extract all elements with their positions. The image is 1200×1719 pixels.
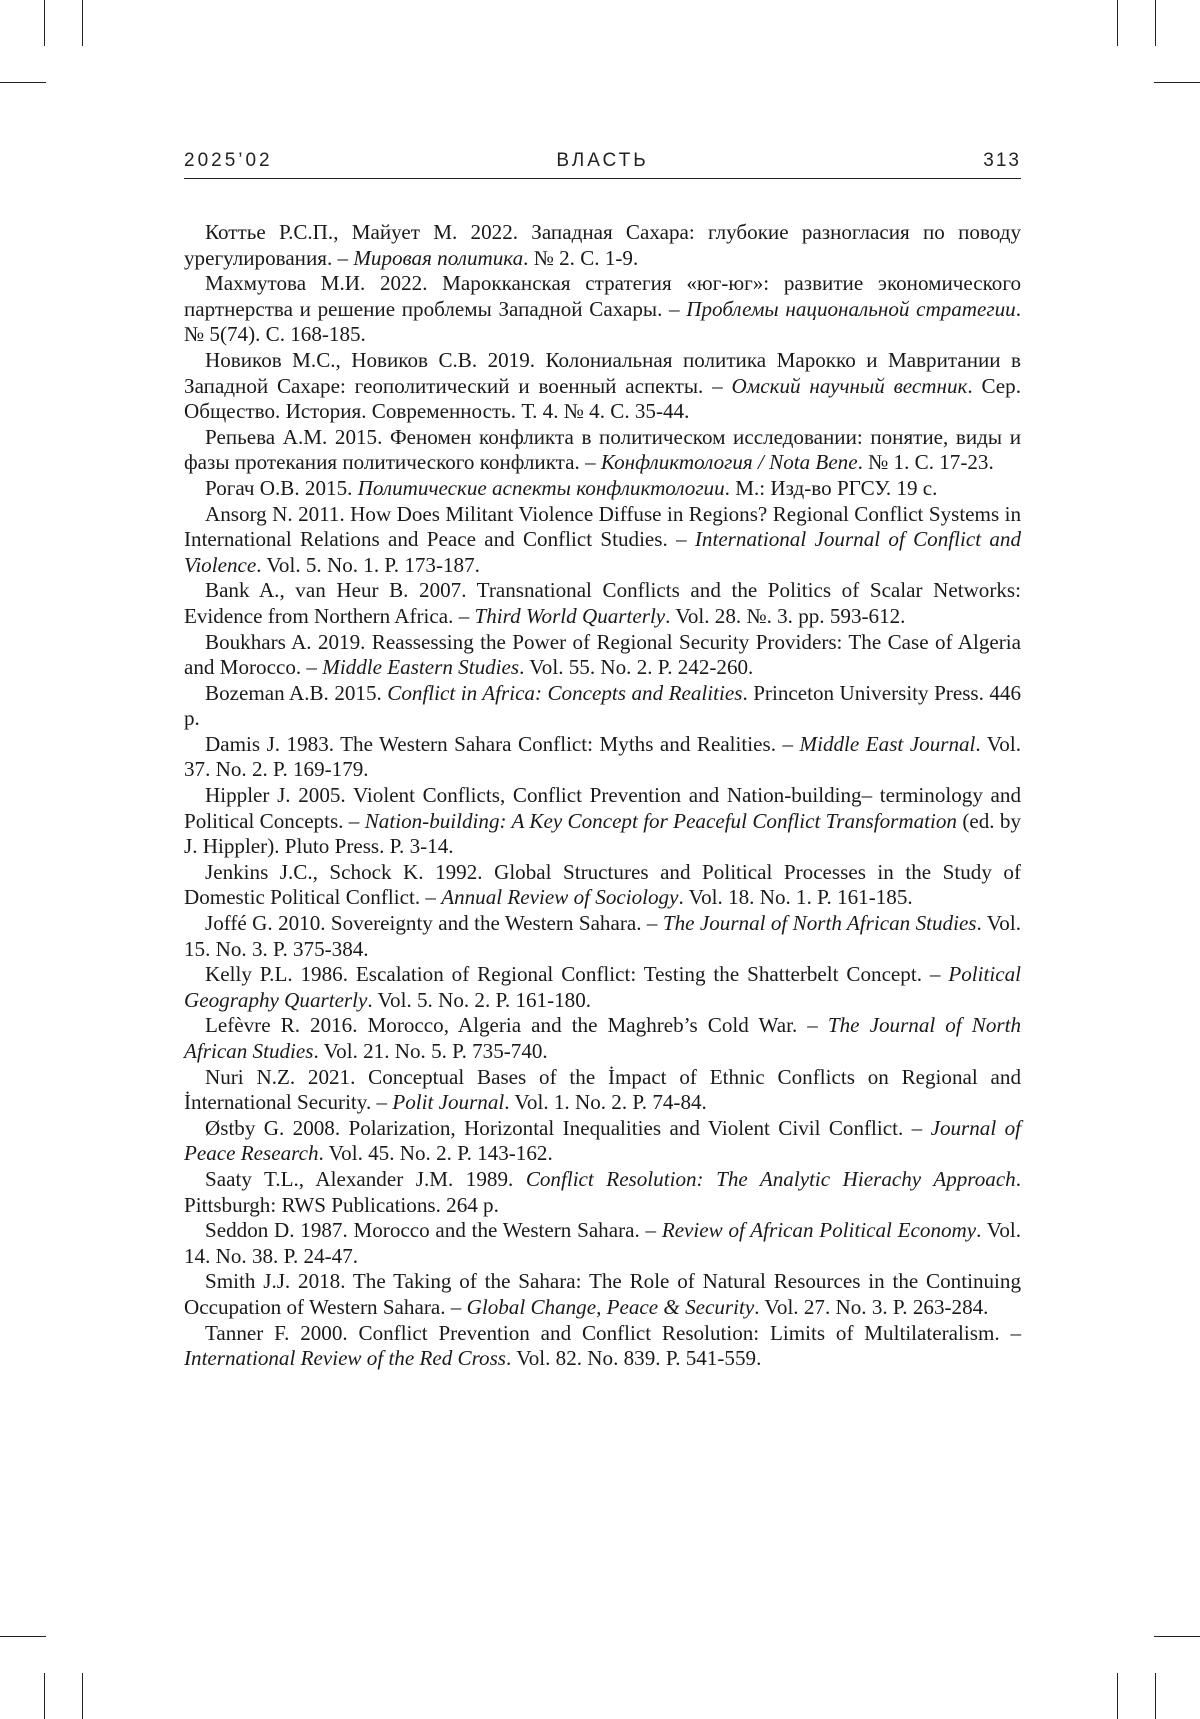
reference-text: Smith J.J. 2018. The Taking of the Sahara: The Role of Natural Resources in the Continuing Occupation of Western Sahara. – <box>184 1269 1021 1319</box>
crop-mark-bottom-right-horizontal <box>1154 1636 1200 1637</box>
reference-source-title: The Journal of North African Studies <box>662 911 977 936</box>
reference-source-title: The Journal of North African Studies <box>184 1013 1021 1063</box>
reference-source-title: Third World Quarterly <box>474 603 666 628</box>
reference-source-title: Global Change, Peace & Security <box>466 1294 755 1319</box>
reference-text: Bozeman A.B. 2015. <box>205 680 388 705</box>
reference-text: Bank A., van Heur B. 2007. Transnational Conflicts and the Politics of Scalar Networks: Evidence from Northern Africa. – <box>184 578 1021 628</box>
reference-source-title: Review of African Political Economy <box>661 1218 977 1243</box>
reference-entry <box>184 783 1021 860</box>
page-number: 313 <box>983 150 1021 171</box>
reference-source-title: Conflict Resolution: The Analytic Hierachy Approach <box>525 1166 1016 1191</box>
reference-entry <box>184 911 1021 962</box>
reference-entry <box>184 732 1021 783</box>
reference-entry <box>184 502 1021 579</box>
reference-text: Kelly P.L. 1986. Escalation of Regional Conflict: Testing the Shatterbelt Concept. – <box>205 962 949 987</box>
reference-source-title: Политические аспекты конфликтологии <box>357 475 725 500</box>
crop-mark-bottom-left-outer <box>44 1673 45 1719</box>
reference-source-title: Омский научный вестник <box>731 373 968 398</box>
issue-number: 2025’02 <box>184 150 273 171</box>
reference-source-title: Journal of Peace Research <box>184 1115 1021 1166</box>
reference-text: Boukhars A. 2019. Reassessing the Power of Regional Security Providers: The Case of Algeria and Morocco. – <box>184 629 1021 680</box>
journal-title: ВЛАСТЬ <box>556 150 649 171</box>
reference-text: Saaty T.L., Alexander J.M. 1989. <box>205 1166 526 1191</box>
reference-details: . Pittsburgh: RWS Publications. 264 p. <box>184 1166 1022 1217</box>
reference-text: Hippler J. 2005. Violent Conflicts, Conflict Prevention and Nation-building– terminology and Political Concepts. – <box>184 783 1021 833</box>
reference-text: Махмутова М.И. 2022. Марокканская стратегия «юг-юг»: развитие экономического партнерства и решение проблемы Западной Сахары. – <box>184 271 1021 321</box>
reference-text: Lefèvre R. 2016. Morocco, Algeria and the Maghreb’s Cold War. – <box>205 1013 828 1038</box>
reference-source-title: International Journal of Conflict and Violence <box>184 527 1021 577</box>
reference-details: . Vol. 45. No. 2. P. 143-162. <box>318 1141 553 1166</box>
reference-details: . Princeton University Press. 446 p. <box>184 680 1022 731</box>
reference-text: Ansorg N. 2011. How Does Militant Violence Diffuse in Regions? Regional Conflict Systems in International Relations and Peace and Conflict Studies. – <box>184 501 1021 552</box>
crop-mark-top-left-inner <box>82 0 83 46</box>
reference-text: Новиков М.С., Новиков С.В. 2019. Колониальная политика Марокко и Мавритании в Западной Сахаре: геополитический и военный аспекты. – <box>184 347 1021 398</box>
crop-mark-top-left-horizontal <box>0 82 46 83</box>
reference-source-title: Polit Journal <box>392 1090 505 1115</box>
reference-details: . Vol. 14. No. 38. P. 24-47. <box>184 1218 1021 1268</box>
reference-text: Østby G. 2008. Polarization, Horizontal Inequalities and Violent Civil Conflict. – <box>205 1115 931 1140</box>
reference-text: Joffé G. 2010. Sovereignty and the Western Sahara. – <box>205 911 663 936</box>
reference-list <box>184 220 1021 1372</box>
reference-entry <box>184 476 1021 502</box>
reference-details: . Vol. 5. No. 1. P. 173-187. <box>256 552 480 577</box>
reference-text: Коттье Р.С.П., Майует М. 2022. Западная Сахара: глубокие разногласия по поводу урегулирования. – <box>184 220 1021 270</box>
reference-source-title: Конфликтология / Nota Bene <box>600 450 858 475</box>
reference-text: Damis J. 1983. The Western Sahara Conflict: Myths and Realities. – <box>205 731 800 756</box>
reference-entry <box>184 578 1021 629</box>
reference-details: . № 5(74). С. 168-185. <box>184 296 1021 347</box>
reference-details: . Vol. 82. No. 839. P. 541-559. <box>506 1346 762 1371</box>
reference-entry <box>184 962 1021 1013</box>
reference-details: (ed. by J. Hippler). Pluto Press. P. 3-14. <box>184 808 1021 859</box>
running-header <box>184 150 1021 179</box>
reference-entry <box>184 1116 1021 1167</box>
reference-entry <box>184 630 1021 681</box>
reference-text: Nuri N.Z. 2021. Conceptual Bases of the İmpact of Ethnic Conflicts on Regional and İnternational Security. – <box>184 1064 1021 1115</box>
reference-details: . Vol. 55. No. 2. P. 242-260. <box>519 655 754 680</box>
reference-details: . Vol. 21. No. 5. P. 735-740. <box>313 1039 548 1063</box>
reference-entry <box>184 1269 1021 1320</box>
crop-mark-top-right-inner <box>1117 0 1118 46</box>
crop-mark-bottom-left-inner <box>82 1673 83 1719</box>
reference-entry <box>184 220 1021 271</box>
crop-mark-top-right-outer <box>1155 0 1156 46</box>
reference-entry <box>184 681 1021 732</box>
reference-details: . Vol. 15. No. 3. P. 375-384. <box>184 911 1021 961</box>
reference-source-title: Political Geography Quarterly <box>184 962 1021 1012</box>
reference-text: Seddon D. 1987. Morocco and the Western Sahara. – <box>205 1218 662 1243</box>
reference-details: . Vol. 37. No. 2. P. 169-179. <box>184 731 1021 782</box>
crop-mark-bottom-left-horizontal <box>0 1636 46 1637</box>
crop-mark-bottom-right-outer <box>1155 1673 1156 1719</box>
reference-details: . Vol. 27. No. 3. P. 263-284. <box>754 1294 989 1319</box>
reference-source-title: Nation-building: A Key Concept for Peaceful Conflict Transformation <box>364 808 957 833</box>
reference-details: . Vol. 5. No. 2. P. 161-180. <box>367 987 592 1012</box>
reference-text: Tanner F. 2000. Conflict Prevention and Conflict Resolution: Limits of Multilateralism. – <box>205 1320 1021 1345</box>
reference-entry <box>184 1013 1021 1064</box>
reference-details: . № 2. С. 1-9. <box>523 245 639 270</box>
reference-details: . Vol. 28. №. 3. pp. 593-612. <box>665 603 906 628</box>
crop-mark-bottom-right-inner <box>1117 1673 1118 1719</box>
reference-entry <box>184 860 1021 911</box>
reference-text: Репьева А.М. 2015. Феномен конфликта в политическом исследовании: понятие, виды и фазы протекания политического конфликта. – <box>184 424 1021 475</box>
reference-entry <box>184 1167 1021 1218</box>
reference-source-title: International Review of the Red Cross <box>184 1346 507 1371</box>
reference-entry <box>184 1218 1021 1269</box>
reference-details: . Vol. 18. No. 1. P. 161-185. <box>678 885 913 910</box>
crop-mark-top-left-outer <box>44 0 45 46</box>
reference-source-title: Middle East Journal <box>799 731 976 756</box>
reference-source-title: Conflict in Africa: Concepts and Realities <box>387 680 743 705</box>
reference-entry <box>184 1321 1021 1372</box>
reference-text: Jenkins J.C., Schock K. 1992. Global Structures and Political Processes in the Study of Domestic Political Conflict. – <box>184 859 1021 910</box>
reference-source-title: Annual Review of Sociology <box>441 885 679 910</box>
reference-entry <box>184 348 1021 425</box>
reference-source-title: Проблемы национальной стратегии <box>686 296 1016 321</box>
reference-text: Рогач О.В. 2015. <box>205 475 358 500</box>
reference-entry <box>184 1065 1021 1116</box>
crop-mark-top-right-horizontal <box>1154 82 1200 83</box>
reference-details: . М.: Изд-во РГСУ. 19 с. <box>724 475 938 500</box>
reference-source-title: Мировая политика <box>353 245 524 270</box>
reference-source-title: Middle Eastern Studies <box>322 655 520 680</box>
reference-details: . Сер. Общество. История. Современность. Т. 4. № 4. С. 35-44. <box>184 373 1021 424</box>
reference-entry <box>184 425 1021 476</box>
reference-entry <box>184 271 1021 348</box>
reference-details: . № 1. С. 17-23. <box>857 450 994 475</box>
reference-details: . Vol. 1. No. 2. P. 74-84. <box>504 1090 707 1115</box>
